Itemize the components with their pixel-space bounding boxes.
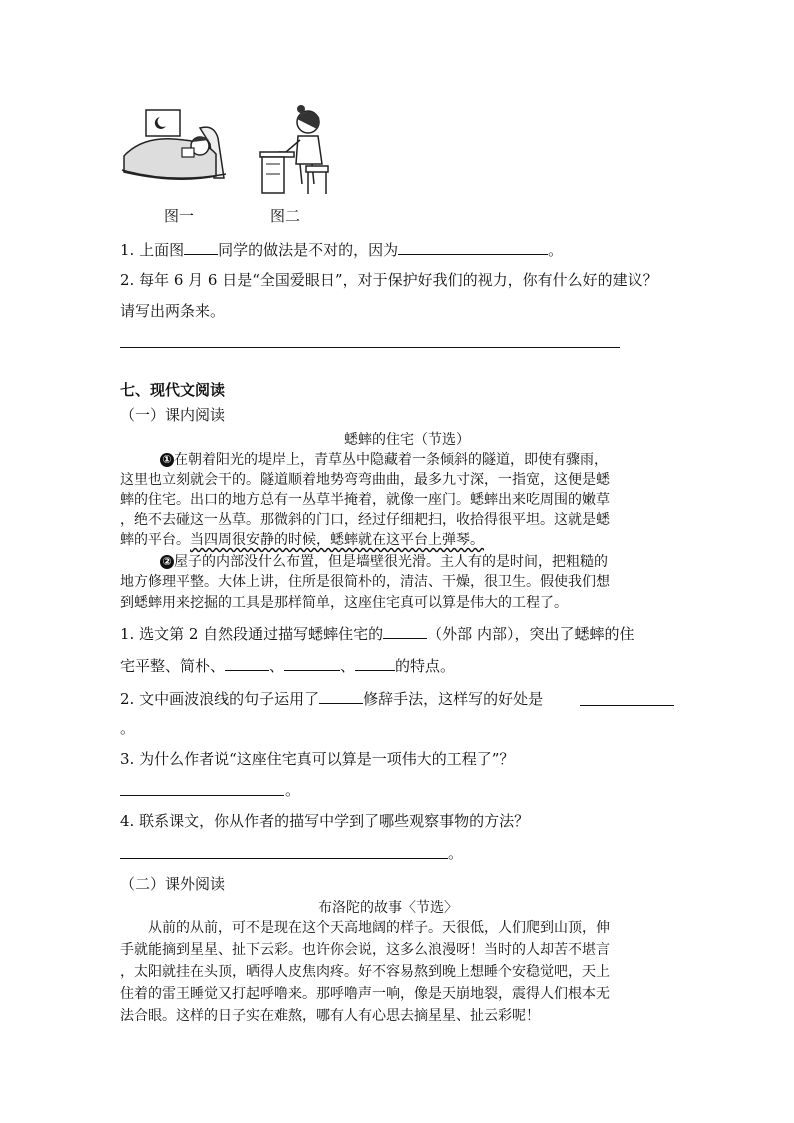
answer-blank[interactable]: [225, 655, 269, 671]
passage-1-line: [160, 450, 608, 470]
paragraph-number: ①: [160, 453, 174, 467]
question-text: 1. 选文第 2 自然段通过描写蟋蟀住宅的: [120, 625, 384, 643]
subsection-heading-1: （一）课内阅读: [120, 406, 226, 424]
passage-2-line: 手就能摘到星星、扯下云彩。也许你会说，这多么浪漫呀！当时的人却苦不堪言: [120, 942, 610, 958]
passage-2-title: 布洛陀的故事〈节选〉: [318, 900, 458, 916]
passage-1-line: 这里也立刻就会干的。隧道顺着地势弯弯曲曲，最多九寸深，一指宽，这便是蟋: [120, 472, 610, 488]
passage-1-line: [120, 530, 484, 550]
answer-blank[interactable]: [284, 655, 340, 671]
reading-question-4-end: 。: [448, 844, 464, 862]
passage-1-text: 蟀的平台。: [120, 532, 190, 548]
question-text: 的特点。: [395, 657, 456, 675]
question-1: [120, 239, 563, 260]
passage-1-text: 屋子的内部没什么布置，但是墙壁很光滑。主人有的是时间，把粗糙的: [174, 554, 608, 570]
reading-question-1-cont: [120, 655, 455, 676]
question-text: 、: [269, 657, 285, 675]
answer-blank[interactable]: [383, 623, 427, 639]
paragraph-number: ②: [160, 555, 174, 569]
passage-2-line: ，太阳就挂在头顶，晒得人皮焦肉疼。好不容易熬到晚上想睡个安稳觉吧，天上: [120, 964, 610, 980]
question-1-text-b: 同学的做法是不对的，因为: [218, 241, 399, 259]
section-heading: 七、现代文阅读: [120, 381, 226, 399]
reading-question-3-end: 。: [285, 781, 301, 799]
question-1-text-a: 1. 上面图: [120, 241, 185, 259]
reading-question-2-end: 。: [120, 719, 136, 737]
answer-blank[interactable]: [398, 239, 548, 255]
passage-1-line: ，绝不去碰这一丛草。那微斜的门口，经过仔细耙扫，收拾得很平坦。这就是蟋: [120, 512, 610, 528]
reading-question-2: [120, 688, 543, 709]
answer-blank[interactable]: [355, 655, 395, 671]
answer-blank[interactable]: [184, 239, 218, 255]
figure-2-caption: 图二: [270, 207, 301, 225]
passage-1-line: 地方修理平整。大体上讲，住所是很简朴的，清洁、干燥，很卫生。假使我们想: [120, 574, 610, 590]
question-text: 、: [340, 657, 356, 675]
figure-1-illustration: [120, 108, 232, 188]
reading-question-3: 3. 为什么作者说“这座住宅真可以算是一项伟大的工程了”？: [120, 750, 515, 768]
figure-2-illustration: [250, 100, 336, 200]
question-1-end: 。: [548, 241, 564, 259]
answer-line[interactable]: [120, 795, 284, 796]
passage-2-line: 住着的雷王睡觉又打起呼噜来。那呼噜声一响，像是天崩地裂，震得人们根本无: [120, 986, 610, 1002]
question-text: 宅平整、简朴、: [120, 657, 226, 675]
passage-1-text: 在朝着阳光的堤岸上，青草丛中隐藏着一条倾斜的隧道，即使有骤雨，: [174, 452, 608, 468]
passage-2-line: 法合眼。这样的日子实在难熬，哪有人有心思去摘星星、扯云彩呢！: [120, 1008, 540, 1024]
answer-line[interactable]: [580, 705, 674, 706]
passage-1-title: 蟋蟀的住宅（节选）: [344, 432, 470, 448]
question-2-line1: 2. 每年 6 月 6 日是“全国爱眼日”，对于保护好我们的视力，你有什么好的建议？: [120, 271, 658, 289]
answer-line[interactable]: [120, 347, 620, 348]
passage-1-line: [160, 552, 608, 572]
question-text: （外部 内部），突出了蟋蟀的住: [427, 625, 635, 643]
subsection-heading-2: （二）课外阅读: [120, 875, 226, 893]
passage-1-line: 到蟋蟀用来挖掘的工具是那样简单，这座住宅真可以算是伟大的工程了。: [120, 595, 568, 611]
question-text: 修辞手法，这样写的好处是: [363, 690, 544, 708]
reading-question-4: 4. 联系课文，你从作者的描写中学到了哪些观察事物的方法？: [120, 812, 530, 830]
question-text: 2. 文中画波浪线的句子运用了: [120, 690, 320, 708]
wavy-underlined-sentence: 当四周很安静的时候，蟋蟀就在这平台上弹琴。: [190, 532, 484, 548]
passage-1-line: 蟀的住宅。出口的地方总有一丛草半掩着，就像一座门。蟋蟀出来吃周围的嫩草: [120, 492, 610, 508]
figure-1-caption: 图一: [164, 207, 195, 225]
question-2-line2: 请写出两条来。: [120, 302, 226, 320]
answer-blank[interactable]: [319, 688, 363, 704]
passage-2-line: 从前的从前，可不是现在这个天高地阔的样子。天很低，人们爬到山顶，伸: [148, 920, 610, 936]
reading-question-1: [120, 623, 634, 644]
answer-line[interactable]: [120, 858, 448, 859]
